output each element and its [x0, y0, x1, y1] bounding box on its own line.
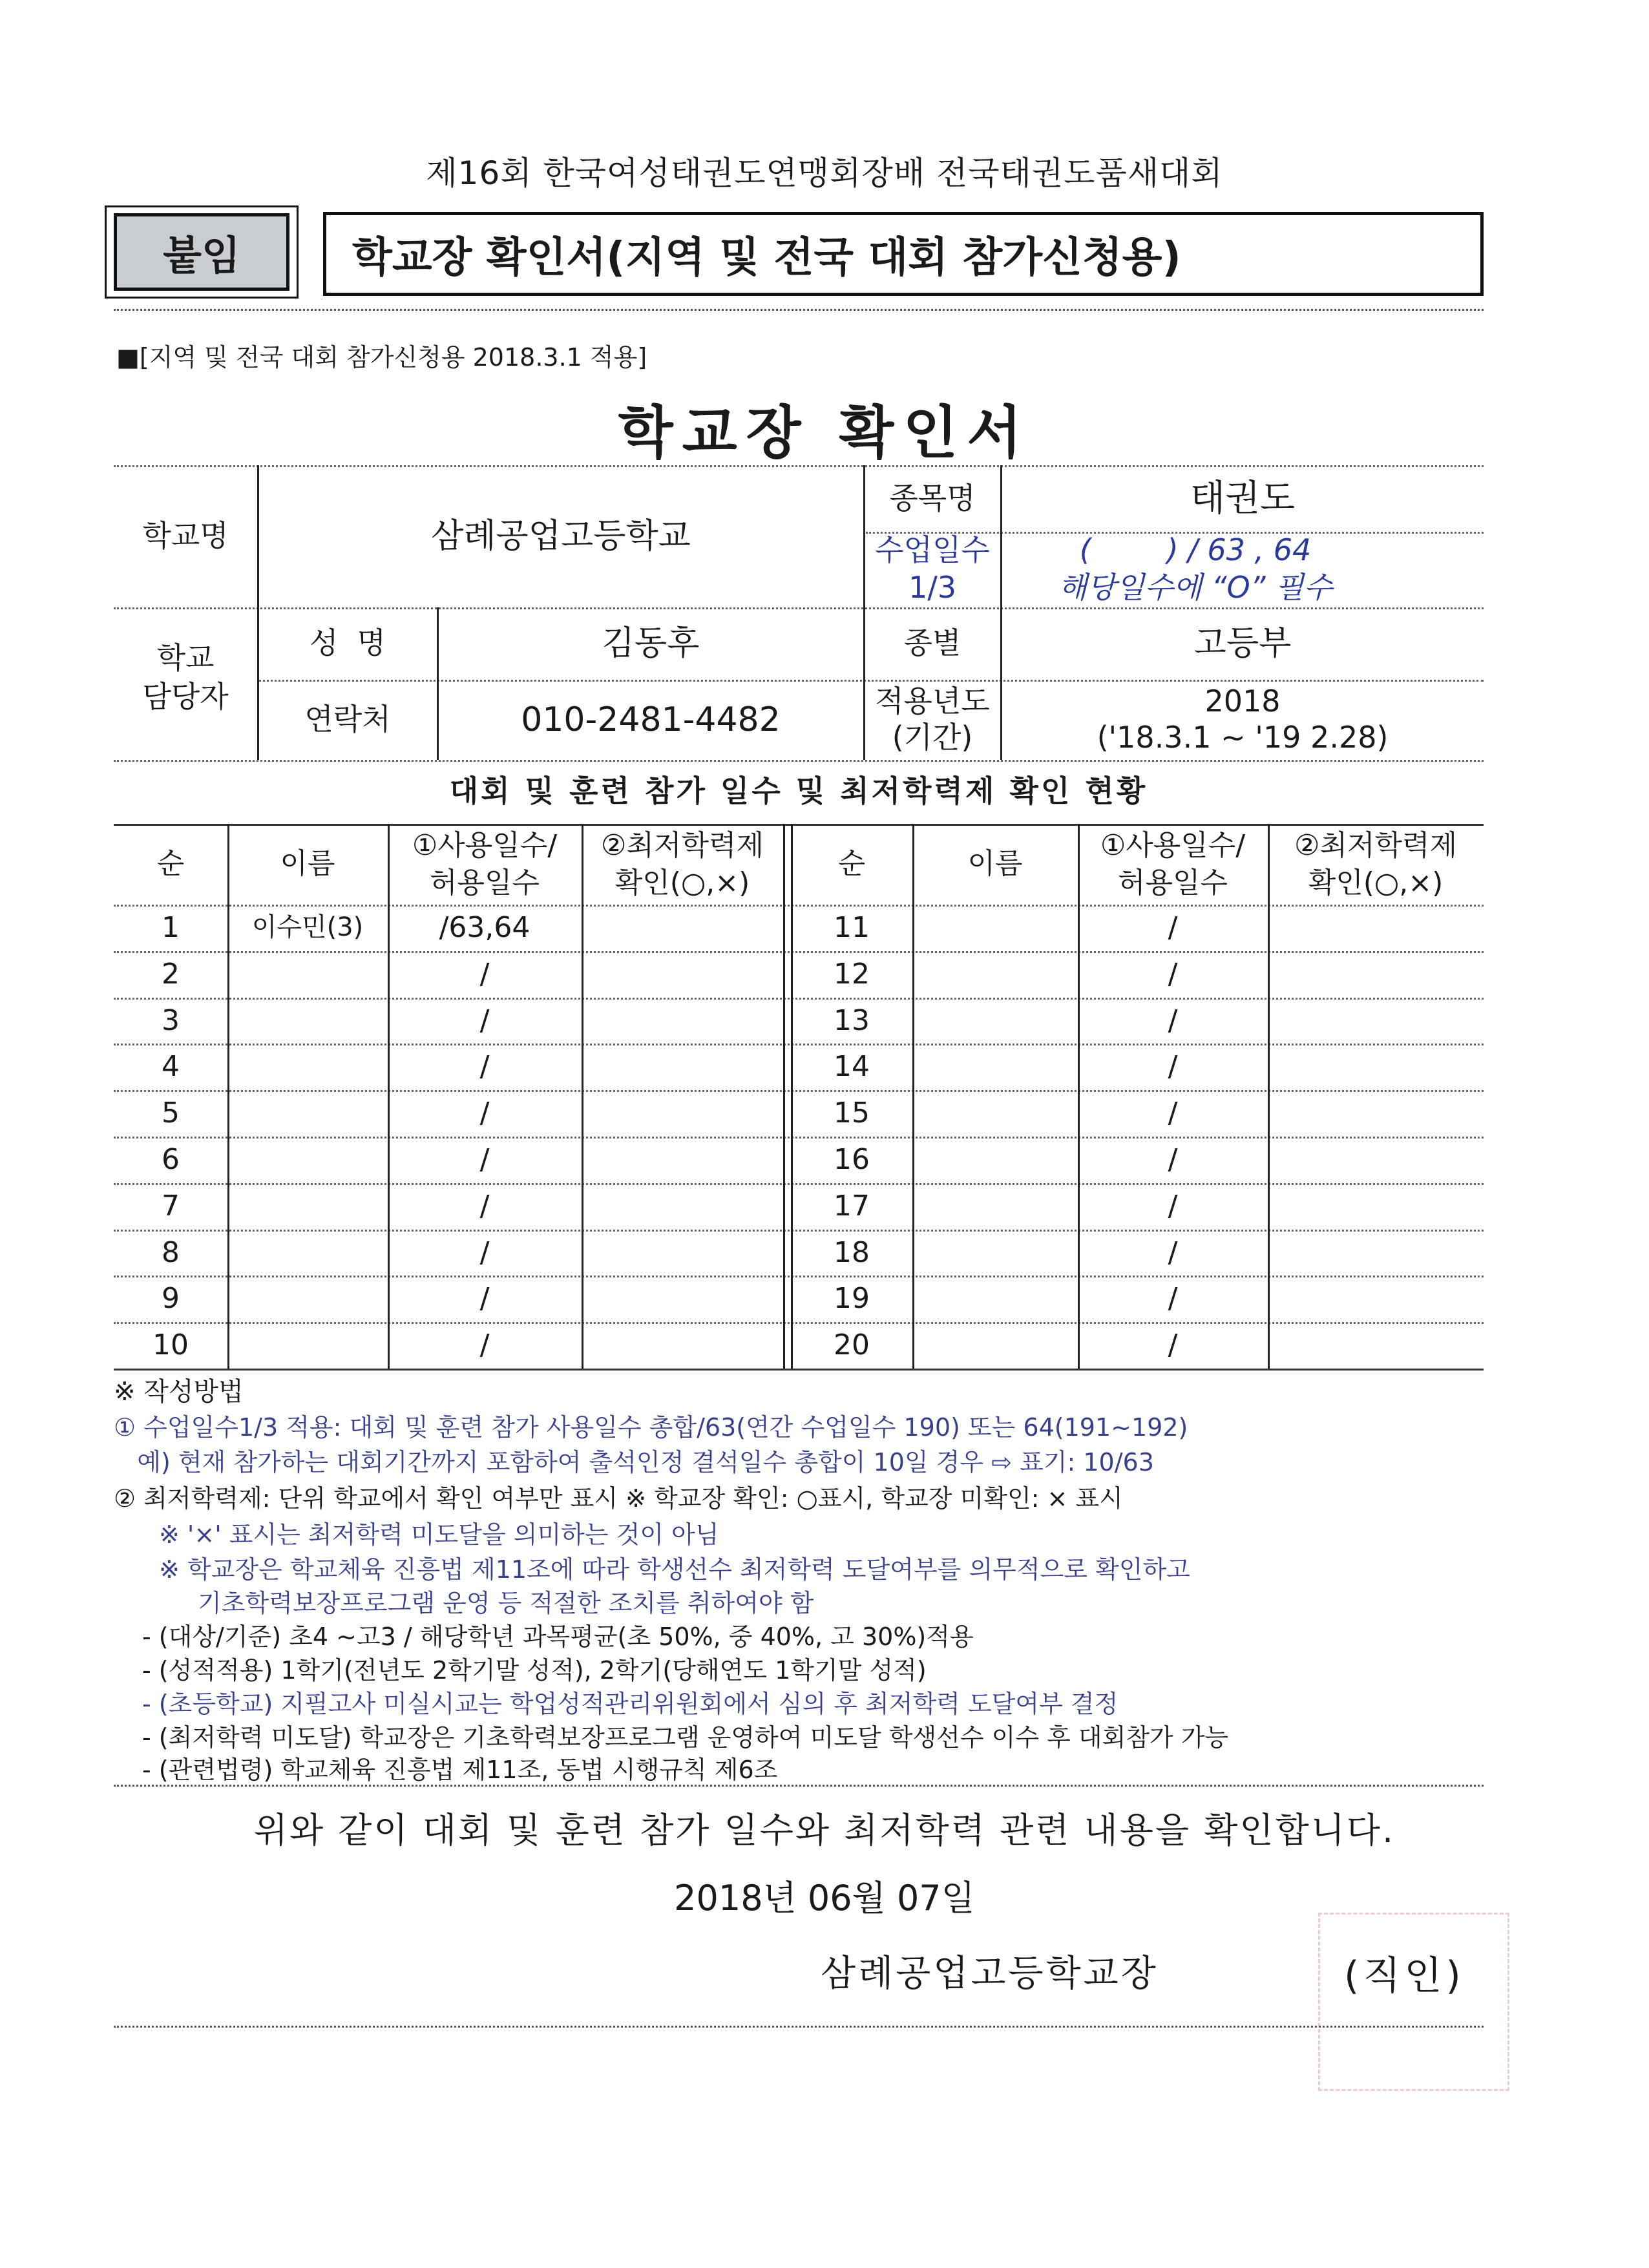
table-right-row-5-min [1268, 1090, 1484, 1137]
contact-value: 010-2481-4482 [521, 700, 781, 739]
table-right-row-7-name [912, 1183, 1078, 1230]
table-right-row-5-days: / [1168, 1096, 1178, 1129]
seal-label: (직인) [1344, 1953, 1465, 1999]
attachment-tag: 붙임 [114, 213, 289, 291]
table-left-row-1-no: 1 [162, 910, 180, 944]
header-days-right-2: 허용일수 [1117, 866, 1228, 899]
table-left-row-4-min [582, 1044, 783, 1090]
table-left-row-8-min [582, 1230, 783, 1276]
manager-label-1: 학교 [156, 640, 215, 676]
table-left-row-10-no: 10 [152, 1328, 189, 1361]
table-right-row-10-min [1268, 1322, 1484, 1369]
table-left-row-5-name [227, 1090, 388, 1137]
header-min-right-1: ②최저학력제 [1294, 828, 1457, 862]
table-right-row-1-name [912, 905, 1078, 951]
table-left-row-4-no: 4 [162, 1049, 180, 1083]
table-left-row-7-no: 7 [162, 1189, 180, 1223]
official-seal [1318, 1913, 1509, 2091]
table-right-row-6-min [1268, 1137, 1484, 1183]
table-left-row-1-min [582, 905, 783, 951]
table-right-row-1-days: / [1168, 910, 1178, 944]
table-right-row-3-days: / [1168, 1003, 1178, 1037]
note-3: ② 최저학력제: 단위 학교에서 확인 여부만 표시 ※ 학교장 확인: ○표시, 학교장 미확인: × 표시 [114, 1484, 1123, 1513]
note-10: - (최저학력 미도달) 학교장은 기초학력보장프로그램 운영하여 미도달 학생선수 이수 후 대회참가 가능 [142, 1723, 1229, 1752]
event-value: 태권도 [1190, 477, 1296, 520]
divider [114, 309, 1484, 311]
header-min-right-2: 확인(○,×) [1308, 866, 1444, 899]
table-right-row-2-min [1268, 951, 1484, 998]
table-left-row-7-name [227, 1183, 388, 1230]
table-left-row-8-name [227, 1230, 388, 1276]
table-right-row-9-name [912, 1276, 1078, 1322]
table-left-row-10-name [227, 1322, 388, 1369]
year-label-2: (기간) [892, 720, 973, 755]
table-right-row-8-days: / [1168, 1235, 1178, 1269]
table-left-row-1-name: 이수민(3) [251, 912, 364, 943]
table-left-row-2-min [582, 951, 783, 998]
apply-note: ■[지역 및 전국 대회 참가신청용 2018.3.1 적용] [116, 343, 647, 372]
note-6: 기초학력보장프로그램 운영 등 적절한 조치를 취하여야 함 [198, 1589, 814, 1617]
note-11: - (관련법령) 학교체육 진흥법 제11조, 동법 시행규칙 제6조 [142, 1756, 778, 1784]
category-label: 종별 [903, 625, 961, 661]
table-right-row-5-name [912, 1090, 1078, 1137]
table-left-row-2-no: 2 [162, 957, 180, 991]
contact-label: 연락처 [304, 702, 391, 737]
table-right-row-6-days: / [1168, 1142, 1178, 1176]
table-right-row-4-days: / [1168, 1049, 1178, 1083]
table-left-row-5-min [582, 1090, 783, 1137]
table-right-row-9-no: 19 [834, 1281, 870, 1315]
table-left-row-6-no: 6 [162, 1142, 180, 1176]
table-right-row-3-no: 13 [834, 1003, 870, 1037]
header-min-left-2: 확인(○,×) [614, 866, 750, 899]
table-left-row-2-name [227, 951, 388, 998]
section-title: 대회 및 훈련 참가 일수 및 최저학력제 확인 현황 [449, 773, 1148, 809]
table-right-row-9-min [1268, 1276, 1484, 1322]
days-label-2: 1/3 [908, 570, 957, 605]
header-min-left-1: ②최저학력제 [601, 828, 764, 862]
table-left-row-7-days: / [479, 1189, 490, 1223]
table-right-row-3-min [1268, 998, 1484, 1044]
name-value: 김동후 [602, 624, 700, 663]
year-label-1: 적용년도 [875, 684, 990, 719]
table-right-row-5-no: 15 [834, 1096, 870, 1129]
table-left-row-8-no: 8 [162, 1235, 180, 1269]
header-days-right-1: ①사용일수/ [1100, 828, 1246, 862]
table-right-row-7-days: / [1168, 1189, 1178, 1223]
table-left-row-9-name [227, 1276, 388, 1322]
table-right-row-3-name [912, 998, 1078, 1044]
school-value: 삼례공업고등학교 [431, 516, 691, 556]
note-2: 예) 현재 참가하는 대회기간까지 포함하여 출석인정 결석일수 총합이 10일 경우 ⇨ 표기: 10/63 [114, 1448, 1154, 1476]
year-value: 2018 [1204, 684, 1281, 719]
header-no-left: 순 [156, 847, 185, 881]
table-right-row-9-days: / [1168, 1281, 1178, 1315]
table-left-row-7-min [582, 1183, 783, 1230]
table-left-row-1-days: /63,64 [439, 910, 530, 944]
year-period: ('18.3.1 ~ '19 2.28) [1097, 720, 1389, 755]
table-right-row-4-min [1268, 1044, 1484, 1090]
table-right-row-2-name [912, 951, 1078, 998]
table-left-row-9-min [582, 1276, 783, 1322]
header-days-left-1: ①사용일수/ [412, 828, 558, 862]
confirm-text: 위와 같이 대회 및 훈련 참가 일수와 최저학력 관련 내용을 확인합니다. [253, 1810, 1396, 1851]
event-label: 종목명 [889, 480, 976, 516]
table-right-row-10-name [912, 1322, 1078, 1369]
table-left-row-4-name [227, 1044, 388, 1090]
note-9: - (초등학교) 지필고사 미실시교는 학업성적관리위원회에서 심의 후 최저학력 도달여부 결정 [142, 1690, 1119, 1718]
table-right-row-2-no: 12 [834, 957, 870, 991]
table-right-row-1-no: 11 [834, 910, 870, 944]
table-right-row-2-days: / [1168, 957, 1178, 991]
table-left-row-6-days: / [479, 1142, 490, 1176]
table-right-row-7-no: 17 [834, 1189, 870, 1223]
table-right-row-7-min [1268, 1183, 1484, 1230]
table-left-row-4-days: / [479, 1049, 490, 1083]
note-4: ※ '×' 표시는 최저학력 미도달을 의미하는 것이 아님 [159, 1520, 719, 1549]
table-left-row-6-min [582, 1137, 783, 1183]
table-left-row-9-days: / [479, 1281, 490, 1315]
table-left-row-3-no: 3 [162, 1003, 180, 1037]
table-right-row-10-days: / [1168, 1328, 1178, 1361]
manager-label-2: 담당자 [142, 679, 229, 715]
note-1: ① 수업일수1/3 적용: 대회 및 훈련 참가 사용일수 총합/63(연간 수업일수 190) 또는 64(191~192) [114, 1413, 1188, 1442]
category-value: 고등부 [1193, 624, 1292, 663]
confirm-date: 2018년 06월 07일 [674, 1878, 975, 1918]
header-days-left-2: 허용일수 [429, 866, 540, 899]
header-name-right: 이름 [967, 847, 1023, 881]
name-label: 성 명 [309, 625, 386, 661]
table-right-row-8-no: 18 [834, 1235, 870, 1269]
table-left-row-10-min [582, 1322, 783, 1369]
table-right-row-8-name [912, 1230, 1078, 1276]
table-right-row-4-name [912, 1044, 1078, 1090]
signer-name: 삼례공업고등학교장 [821, 1953, 1159, 1995]
table-left-row-5-no: 5 [162, 1096, 180, 1129]
table-left-row-9-no: 9 [162, 1281, 180, 1315]
divider [114, 1785, 1484, 1787]
document-title: 학교장 확인서 [618, 399, 1031, 466]
table-right-row-8-min [1268, 1230, 1484, 1276]
note-5: ※ 학교장은 학교체육 진흥법 제11조에 따라 학생선수 최저학력 도달여부를 의무적으로 확인하고 [159, 1555, 1190, 1584]
event-title: 제16회 한국여성태권도연맹회장배 전국태권도품새대회 [426, 154, 1223, 192]
header-name-left: 이름 [280, 847, 335, 881]
table-left-row-3-min [582, 998, 783, 1044]
table-right-row-4-no: 14 [834, 1049, 870, 1083]
days-label-1: 수업일수 [875, 532, 990, 568]
school-label: 학교명 [142, 518, 229, 554]
table-right-row-1-min [1268, 905, 1484, 951]
table-right-row-6-name [912, 1137, 1078, 1183]
table-left-row-8-days: / [479, 1235, 490, 1269]
table-left-row-10-days: / [479, 1328, 490, 1361]
divider [114, 2026, 1484, 2028]
table-left-row-3-days: / [479, 1003, 490, 1037]
note-7: - (대상/기준) 초4 ~고3 / 해당학년 과목평균(초 50%, 중 40%, 고 30%)적용 [142, 1622, 974, 1651]
table-left-row-5-days: / [479, 1096, 490, 1129]
notes-title: ※ 작성방법 [114, 1377, 244, 1407]
header-title: 학교장 확인서(지역 및 전국 대회 참가신청용) [323, 212, 1484, 296]
note-8: - (성적적용) 1학기(전년도 2학기말 성적), 2학기(당해연도 1학기말 성적) [142, 1656, 927, 1685]
table-right-row-10-no: 20 [834, 1328, 870, 1361]
header-no-right: 순 [837, 847, 866, 881]
table-left-row-2-days: / [479, 957, 490, 991]
days-requirement: 해당일수에 “O” 필수 [1058, 570, 1333, 605]
days-value: ( ) / 63 , 64 [1079, 532, 1312, 568]
table-left-row-3-name [227, 998, 388, 1044]
table-right-row-6-no: 16 [834, 1142, 870, 1176]
table-left-row-6-name [227, 1137, 388, 1183]
